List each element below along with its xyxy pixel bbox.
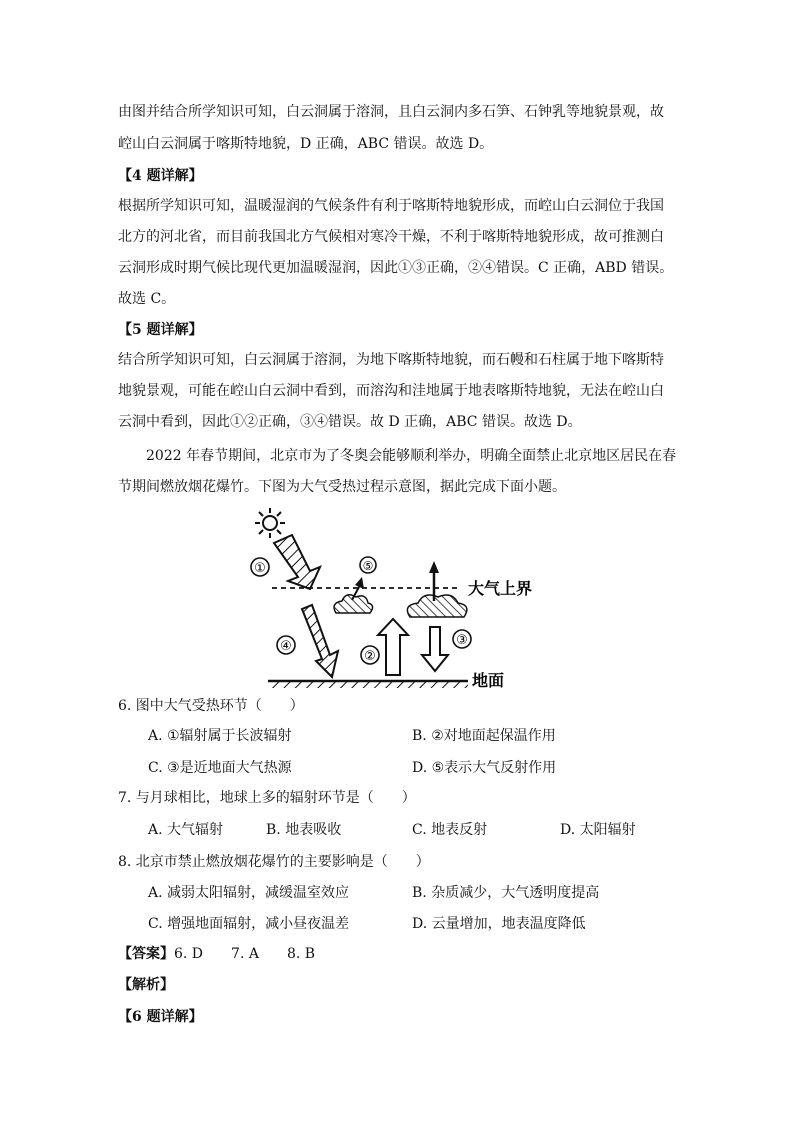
question-6-option-d: D. ⑤表示大气反射作用 [412, 760, 557, 776]
paragraph-line: 故选 C。 [118, 291, 176, 307]
paragraph-line: 结合所学知识可知，白云洞属于溶洞，为地下喀斯特地貌，而石幔和石柱属于地下喀斯特 [118, 352, 664, 368]
section-header-q5: 【5 题详解】 [118, 322, 203, 338]
question-6-stem: 6. 图中大气受热环节（ ） [118, 698, 304, 714]
answer-value: 8. B [286, 946, 316, 962]
answer-value: 6. D [174, 946, 204, 962]
question-8-option-b: B. 杂质减少，大气透明度提高 [412, 885, 600, 901]
question-8-stem: 8. 北京市禁止燃放烟花爆竹的主要影响是（ ） [118, 854, 430, 870]
question-8-option-d: D. 云量增加，地表温度降低 [412, 916, 586, 932]
atmosphere-heating-diagram [240, 505, 560, 690]
paragraph-line: 根据所学知识可知，温暖湿润的气候条件有利于喀斯特地貌形成，而崆山白云洞位于我国 [118, 198, 664, 214]
label-ground: 地面 [472, 671, 505, 690]
question-7-stem: 7. 与月球相比，地球上多的辐射环节是（ ） [118, 790, 416, 806]
label-atmosphere-top: 大气上界 [468, 579, 533, 598]
section-header-q4: 【4 题详解】 [118, 168, 203, 184]
question-7-option-a: A. 大气辐射 [148, 822, 224, 838]
answer-row [118, 944, 315, 964]
marker-5: ⑤ [362, 559, 374, 573]
question-7-option-b: B. 地表吸收 [266, 822, 342, 838]
question-6-option-c: C. ③是近地面大气热源 [148, 760, 292, 776]
marker-3: ③ [456, 633, 468, 648]
paragraph-line: 云洞形成时期气候比现代更加温暖湿润，因此①③正确，②④错误。C 正确，ABD 错误。 [118, 260, 674, 276]
question-6-option-b: B. ②对地面起保温作用 [412, 728, 556, 744]
analysis-label: 【解析】 [118, 977, 174, 993]
paragraph-line: 云洞中看到，因此①②正确，③④错误。故 D 正确，ABC 错误。故选 D。 [118, 414, 582, 430]
paragraph-line: 北方的河北省，而目前我国北方气候相对寒冷干燥，不利于喀斯特地貌形成，故可推测白 [118, 229, 664, 245]
question-7-option-d: D. 太阳辐射 [560, 822, 636, 838]
arrow-1-solar-radiation [274, 535, 320, 589]
marker-4: ④ [280, 639, 292, 654]
answer-value: 7. A [231, 946, 259, 962]
question-7-option-c: C. 地表反射 [412, 822, 488, 838]
paragraph-line: 由图并结合所学知识可知，白云洞属于溶洞，且白云洞内多石笋、石钟乳等地貌景观，故 [118, 104, 664, 120]
paragraph-line: 崆山白云洞属于喀斯特地貌，D 正确，ABC 错误。故选 D。 [118, 136, 494, 152]
question-6-option-a: A. ①辐射属于长波辐射 [148, 728, 292, 744]
marker-2: ② [364, 649, 376, 664]
section-header-q6: 【6 题详解】 [118, 1009, 203, 1025]
answer-label: 【答案】 [118, 946, 174, 962]
sun-icon [255, 508, 285, 538]
question-8-option-c: C. 增强地面辐射，减小昼夜温差 [148, 916, 350, 932]
marker-1: ① [254, 561, 266, 576]
question-8-option-a: A. 减弱太阳辐射，减缓温室效应 [148, 885, 350, 901]
intro-line: 2022 年春节期间，北京市为了冬奥会能够顺利举办，明确全面禁止北京地区居民在春 [146, 448, 677, 464]
paragraph-line: 地貌景观，可能在崆山白云洞中看到，而溶沟和洼地属于地表喀斯特地貌，无法在崆山白 [118, 383, 664, 399]
intro-line: 节期间燃放烟花爆竹。下图为大气受热过程示意图，据此完成下面小题。 [118, 479, 566, 495]
